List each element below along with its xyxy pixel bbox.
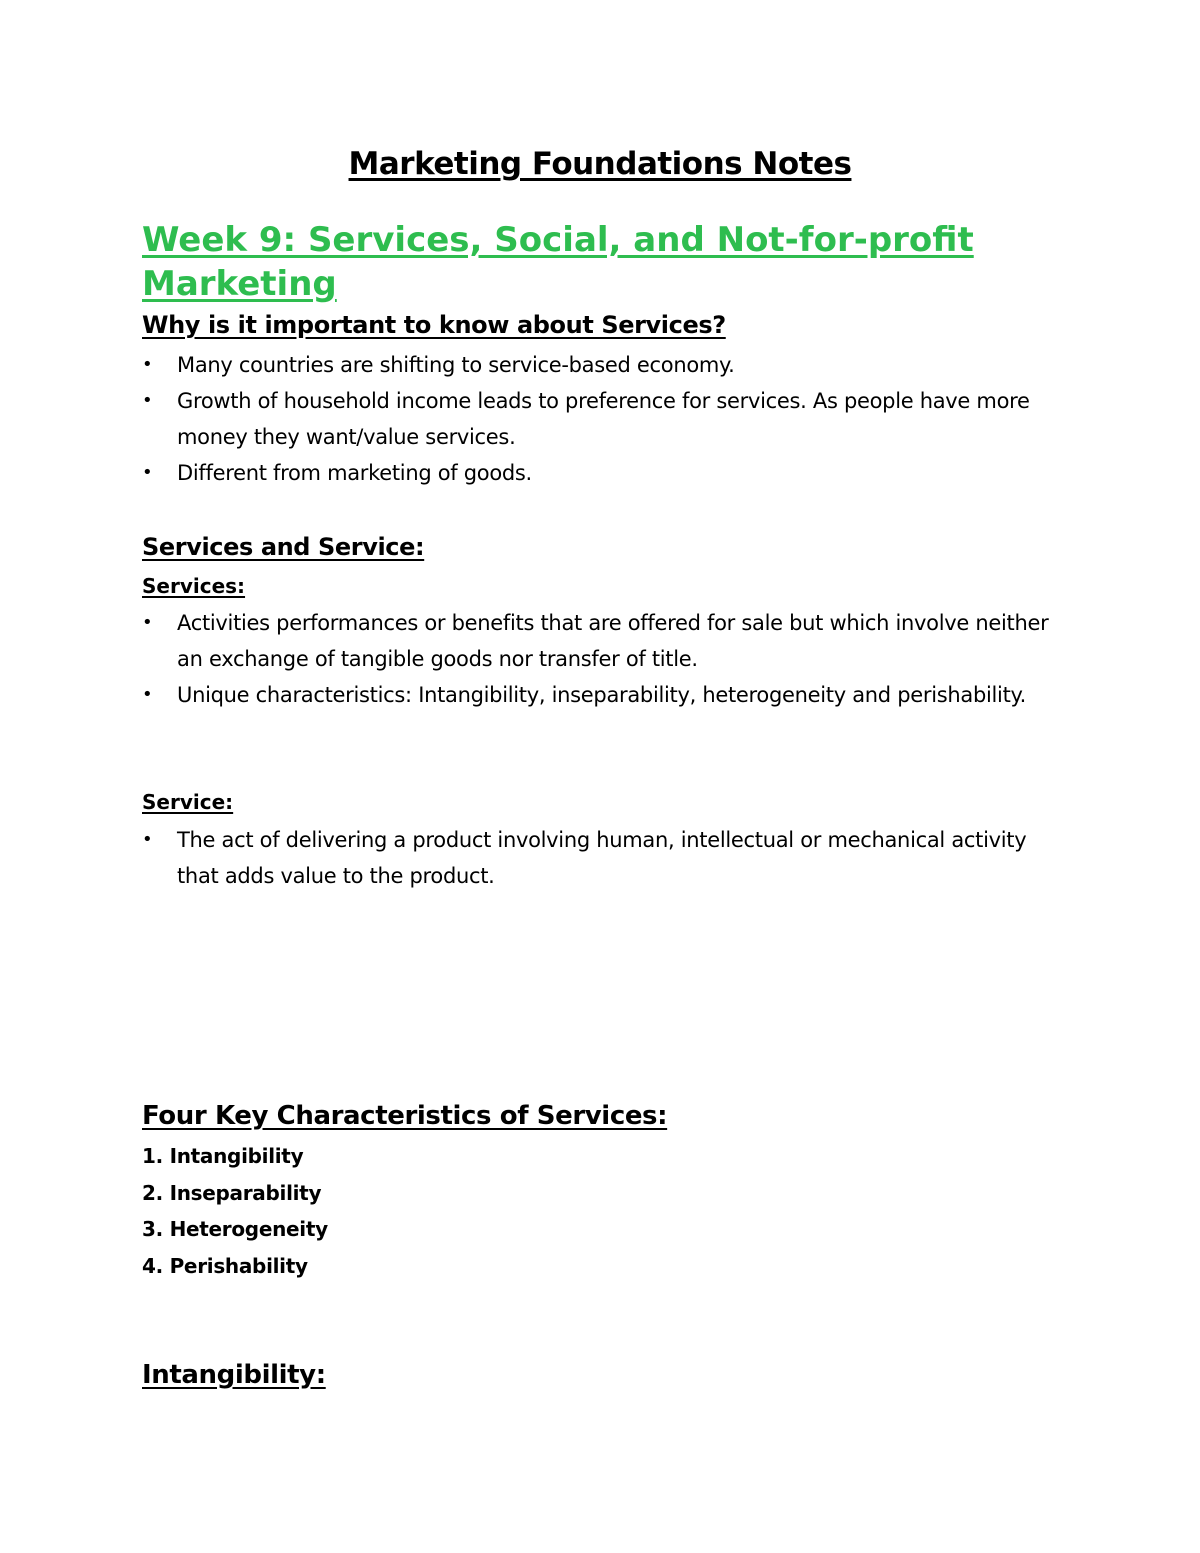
- bullet-icon: •: [142, 390, 153, 411]
- list-item: 1. Intangibility: [142, 1144, 304, 1168]
- characteristics-list: [142, 1138, 328, 1284]
- why-services-heading: Why is it important to know about Services?: [142, 311, 726, 339]
- list-item-text: Growth of household income leads to preference for services. As people have more money they want/value services.: [177, 389, 1030, 449]
- list-item-text: Activities performances or benefits that are offered for sale but which involve neither an exchange of tangible goods nor transfer of title.: [177, 611, 1049, 671]
- bullet-icon: •: [142, 354, 153, 375]
- list-item-text: Unique characteristics: Intangibility, inseparability, heterogeneity and perishability.: [177, 683, 1027, 707]
- list-item: 2. Inseparability: [142, 1180, 322, 1205]
- bullet-icon: •: [142, 462, 153, 483]
- week-title: Week 9: Services, Social, and Not-for-profit Marketing: [142, 220, 974, 304]
- services-subheading: Services:: [142, 574, 246, 598]
- list-item: 3. Heterogeneity: [142, 1217, 328, 1241]
- list-item: [142, 455, 1062, 491]
- services-list: [142, 605, 1062, 713]
- document-title: Marketing Foundations Notes: [348, 146, 852, 182]
- list-item-text: Different from marketing of goods.: [177, 461, 532, 485]
- list-item-text: The act of delivering a product involving human, intellectual or mechanical activity that adds value to the product.: [177, 828, 1027, 888]
- list-item: [142, 605, 1062, 677]
- list-item: [142, 347, 1062, 383]
- intangibility-heading: Intangibility:: [142, 1360, 326, 1390]
- why-services-list: [142, 347, 1062, 491]
- list-item: 4. Perishability: [142, 1253, 308, 1278]
- services-and-service-heading: Services and Service:: [142, 533, 425, 561]
- four-key-characteristics-heading: Four Key Characteristics of Services:: [142, 1101, 668, 1131]
- list-item: [142, 677, 1062, 713]
- list-item-text: Many countries are shifting to service-based economy.: [177, 353, 735, 377]
- list-item: [142, 383, 1062, 455]
- list-item: [142, 822, 1062, 894]
- service-subheading: Service:: [142, 790, 234, 814]
- bullet-icon: •: [142, 612, 153, 633]
- bullet-icon: •: [142, 684, 153, 705]
- bullet-icon: •: [142, 829, 153, 850]
- service-list: [142, 822, 1062, 894]
